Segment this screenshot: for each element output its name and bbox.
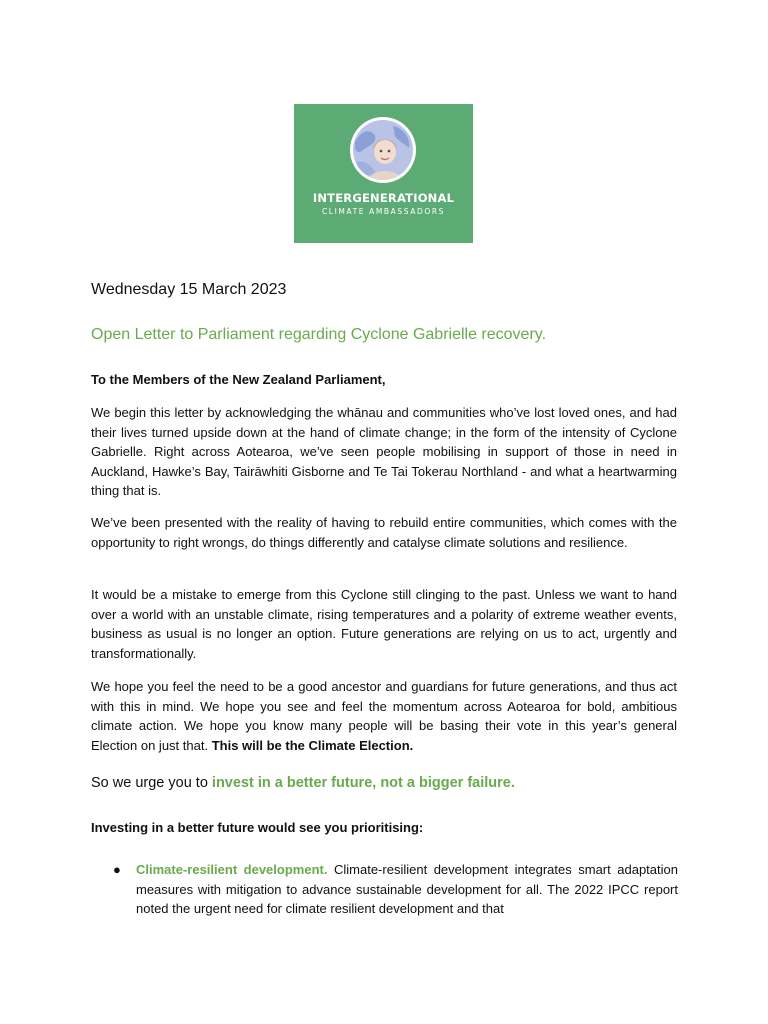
urge-highlight: invest in a better future, not a bigger failure.	[211, 775, 515, 791]
paragraph-good-ancestor-text: We hope you feel the need to be a good ancestor and guardians for future generations, and thus act with this in mind. We hope you see and feel the momentum across Aotearoa for bold, ambitious climate action. We hope you know many people will be basing their vote in this year’s general Election on just that.	[91, 679, 677, 753]
urge-statement	[91, 775, 515, 791]
paragraph-good-ancestor	[91, 677, 677, 755]
logo-subtitle: CLIMATE AMBASSADORS	[321, 207, 446, 216]
bullet-icon: ●	[113, 862, 121, 877]
urge-prefix: So we urge you to	[91, 775, 208, 791]
bullet-item-climate-resilient-development	[136, 860, 678, 919]
climate-election-statement: This will be the Climate Election.	[211, 737, 414, 753]
logo-title: INTERGENERATIONAL	[312, 191, 455, 205]
paragraph-acknowledgement: We begin this letter by acknowledging the whānau and communities who’ve lost loved ones, and had their lives turned upside down at the hand of climate change; in the form of the intensity of Cyclone Gabrielle. Right across Aotearoa, we’ve seen people mobilising in support of those in need in Auckland, Hawke’s Bay, Tairāwhiti Gisborne and Te Tai Tokerau Northland - and what a heartwarming thing that is.	[91, 405, 677, 498]
paragraph-rebuild: We’ve been presented with the reality of having to rebuild entire communities, which comes with the opportunity to right wrongs, do things differently and catalyse climate solutions and resilience.	[91, 515, 677, 550]
letter-headline: Open Letter to Parliament regarding Cyclone Gabrielle recovery.	[91, 326, 547, 343]
priorities-subheading: Investing in a better future would see you prioritising:	[91, 820, 424, 835]
bullet-title: Climate-resilient development.	[136, 862, 328, 877]
paragraph-mistake: It would be a mistake to emerge from this Cyclone still clinging to the past. Unless we want to hand over a world with an unstable climate, rising temperatures and a polarity of extreme weather events, business as usual is no longer an option. Future generations are relying on us to act, urgently and transformationally.	[91, 587, 677, 661]
letter-salutation: To the Members of the New Zealand Parliament,	[91, 372, 386, 387]
organization-logo	[294, 104, 473, 243]
letter-date: Wednesday 15 March 2023	[91, 281, 287, 298]
globe-portrait-icon	[349, 116, 417, 184]
bullet-body: Climate-resilient development integrates smart adaptation measures with mitigation to advance sustainable development for all. The 2022 IPCC report noted the urgent need for climate resilient development and that	[136, 862, 678, 916]
